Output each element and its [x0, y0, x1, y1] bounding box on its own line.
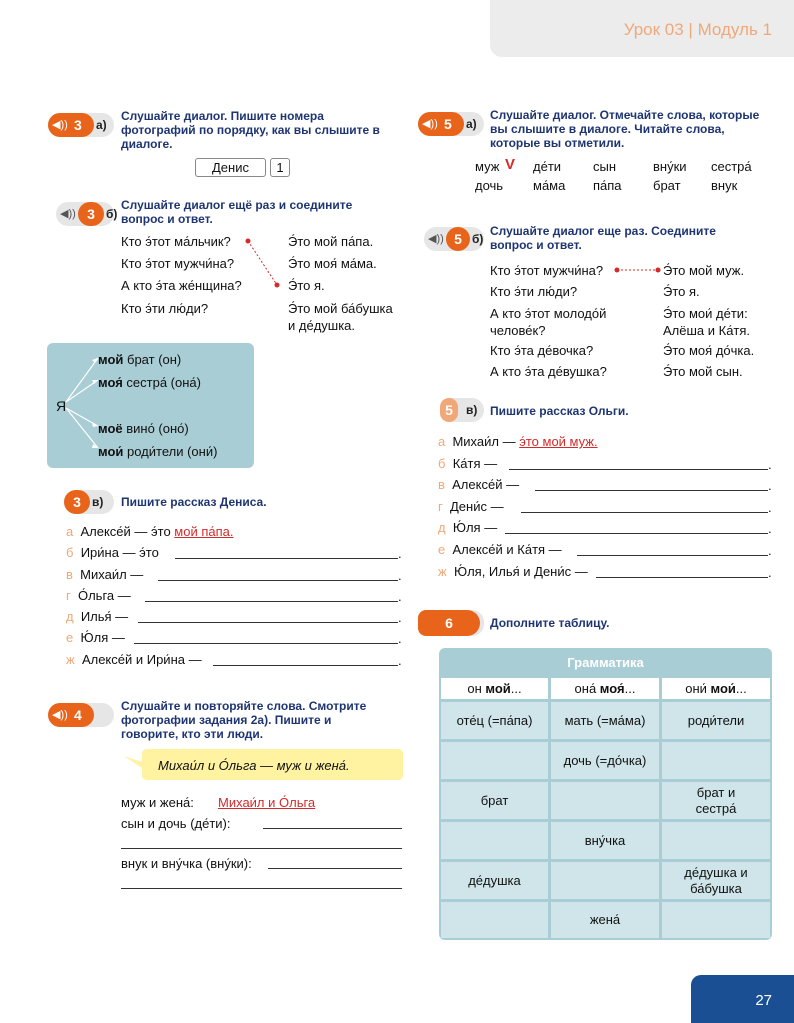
answer-line[interactable] [145, 601, 398, 602]
example-sentence: Михаи́л и О́льга — муж и жена́. [158, 758, 350, 773]
exercise-sub: в) [92, 495, 104, 509]
table-cell[interactable] [551, 862, 659, 899]
exercise-sub: б) [106, 207, 118, 221]
answer: Э́то мой па́па. [288, 234, 374, 249]
exercise-5b-instruction: Слушайте диалог еще раз. Соедините вопрос и ответ. [490, 224, 716, 252]
word-pair-label: сын и дочь (де́ти): [121, 816, 231, 831]
exercise-5v-instruction: Пишите рассказ Ольги. [490, 404, 629, 418]
exercise-item: е Ю́ля — [66, 630, 125, 645]
table-cell[interactable] [662, 822, 770, 859]
question: Кто э́та де́вочка? [490, 343, 594, 358]
exercise-sub: а) [466, 117, 477, 131]
exercise-sub: б) [472, 232, 484, 246]
exercise-item: ж Ю́ля, Илья́ и Дени́с — [438, 564, 588, 579]
exercise-sub: в) [466, 403, 478, 417]
answer-line[interactable] [158, 580, 398, 581]
word-pair-label: муж и жена́: [121, 795, 194, 810]
answer-line[interactable] [509, 469, 768, 470]
word: сын [593, 159, 617, 174]
exercise-5b-badge [424, 227, 484, 251]
exercise-item: в Алексе́й — [438, 477, 520, 492]
question: Кто э́ти лю́ди? [490, 284, 578, 299]
exercise-number: 5 [440, 398, 458, 422]
question: А кто э́тот молодо́й челове́к? [490, 306, 607, 338]
column-header: они́ мои́ ... [662, 678, 770, 699]
possessive-row: мой брат (он) [98, 352, 182, 367]
pronoun-label: Я [56, 398, 67, 414]
answer-line[interactable] [138, 622, 398, 623]
exercise-6-instruction: Дополните таблицу. [490, 616, 610, 630]
table-cell[interactable] [441, 742, 548, 779]
word: сестра́ [711, 159, 752, 174]
table-cell[interactable]: дочь (=до́чка) [551, 742, 659, 779]
table-cell[interactable]: мать (=ма́ма) [551, 702, 659, 739]
table-cell[interactable]: брат и сестра́ [662, 782, 770, 819]
question: А кто э́та де́вушка? [490, 364, 607, 379]
exercise-3a-instruction: Слушайте диалог. Пишите номера фотографий по порядку, как вы слышите в диалоге. [121, 109, 380, 151]
answer-line[interactable] [134, 643, 398, 644]
word-pair-label: внук и вну́чка (вну́ки): [121, 856, 252, 871]
question: Кто э́ти лю́ди? [121, 301, 209, 316]
answer: Э́то моя́ до́чка. [663, 343, 755, 358]
table-cell[interactable]: брат [441, 782, 548, 819]
answer-line[interactable] [121, 888, 402, 889]
word: па́па [593, 178, 622, 193]
table-cell[interactable]: вну́чка [551, 822, 659, 859]
exercise-item: б Ири́на — э́то [66, 545, 159, 560]
table-cell[interactable]: де́душка [441, 862, 548, 899]
table-cell[interactable] [662, 742, 770, 779]
possessive-row: мои́ роди́тели (они́) [98, 444, 218, 459]
exercise-item: г О́льга — [66, 588, 131, 603]
exercise-3a-badge [48, 113, 114, 137]
answer-line[interactable] [121, 848, 402, 849]
answer: Э́то мои́ де́ти: Алёша и Ка́тя. [663, 306, 751, 338]
audio-icon: ◀)) [428, 233, 444, 245]
exercise-5a-instruction: Слушайте диалог. Отмечайте слова, которые вы слышите в диалоге. Читайте слова, которые вы отметили. [490, 108, 760, 150]
exercise-item: ж Алексе́й и Ири́на — [66, 652, 202, 667]
answer: Э́то я. [288, 278, 325, 293]
audio-icon: ◀)) [422, 118, 438, 130]
word: дочь [475, 178, 504, 193]
word: брат [653, 178, 681, 193]
answer-line[interactable] [521, 512, 768, 513]
exercise-number: 4 [48, 703, 94, 727]
exercise-number: 5 [446, 227, 470, 251]
exercise-item: б Ка́тя — [438, 456, 498, 471]
answer-line[interactable] [213, 665, 398, 666]
header-tab [490, 0, 794, 57]
answer: Э́то мой ба́бушка и де́душка. [288, 301, 393, 333]
column-header: он мой ... [441, 678, 548, 699]
match-line [240, 236, 280, 290]
answer-line[interactable] [577, 555, 768, 556]
exercise-number: 5 [418, 112, 464, 136]
table-cell[interactable] [662, 902, 770, 938]
exercise-3v-badge [64, 490, 114, 514]
exercise-item: д Илья́ — [66, 609, 129, 624]
exercise-item: в Михаи́л — [66, 567, 144, 582]
possessive-row: моё вино́ (оно́) [98, 421, 189, 436]
example-name-tag: Денис [195, 158, 266, 177]
table-cell[interactable]: де́душка и ба́бушка [662, 862, 770, 899]
exercise-item: а Алексе́й — э́то мой па́па. [66, 524, 234, 539]
exercise-number: 3 [48, 113, 94, 137]
table-cell[interactable] [441, 822, 548, 859]
table-cell[interactable]: жена́ [551, 902, 659, 938]
word: вну́ки [653, 159, 687, 174]
lesson-title: Урок 03 | Модуль 1 [623, 20, 772, 39]
answer-line[interactable] [596, 577, 768, 578]
exercise-number: 3 [78, 202, 104, 226]
table-title: Грамматика [567, 655, 644, 670]
match-line [612, 265, 662, 275]
answer-line[interactable] [505, 533, 768, 534]
answer: Э́то мой сын. [663, 364, 743, 379]
exercise-4-instruction: Слушайте и повторяйте слова. Смотрите фотографии задания 2а). Пишите и говорите, кто эти люди. [121, 699, 367, 741]
word: муж [475, 159, 500, 174]
question: Кто э́тот мужчи́на? [490, 263, 604, 278]
audio-icon: ◀)) [52, 119, 68, 131]
exercise-4-badge [48, 703, 114, 727]
word: де́ти [533, 159, 562, 174]
answer-line[interactable] [263, 828, 402, 829]
exercise-5a-badge [418, 112, 484, 136]
answer: Э́то мой муж. [663, 263, 745, 278]
possessive-row: моя́ сестра́ (она́) [98, 375, 201, 390]
audio-icon: ◀)) [60, 208, 76, 220]
checkmark-icon: V [505, 156, 516, 173]
word: ма́ма [533, 178, 566, 193]
exercise-item: г Дени́с — [438, 499, 504, 514]
exercise-item: а Михаи́л — э́то мой муж. [438, 434, 598, 449]
answer-line[interactable] [175, 558, 398, 559]
answer-line[interactable] [535, 490, 768, 491]
table-cell[interactable]: роди́тели [662, 702, 770, 739]
column-header: она́ моя́ ... [551, 678, 659, 699]
exercise-number: 6 [418, 610, 480, 636]
exercise-6-badge [418, 610, 484, 636]
question: Кто э́тот мужчи́на? [121, 256, 235, 271]
example-number-tag: 1 [270, 158, 290, 177]
exercise-number: 3 [64, 490, 90, 514]
exercise-item: е Алексе́й и Ка́тя — [438, 542, 562, 557]
question: Кто э́тот ма́льчик? [121, 234, 231, 249]
exercise-3b-badge [56, 202, 118, 226]
word-pair-answer: Михаи́л и О́льга [218, 795, 316, 810]
table-cell[interactable] [441, 902, 548, 938]
exercise-sub: а) [96, 118, 107, 132]
exercise-3v-instruction: Пишите рассказ Дениса. [121, 495, 267, 509]
table-cell[interactable] [551, 782, 659, 819]
arrows [64, 352, 104, 456]
answer: Э́то моя́ ма́ма. [288, 256, 377, 271]
answer: Э́то я. [663, 284, 700, 299]
exercise-5v-badge [440, 398, 484, 422]
answer-line[interactable] [268, 868, 402, 869]
exercise-3b-instruction: Слушайте диалог ещё раз и соедините вопрос и ответ. [121, 198, 353, 226]
exercise-item: д Ю́ля — [438, 520, 498, 535]
question: А кто э́та же́нщина? [121, 278, 242, 293]
word: внук [711, 178, 738, 193]
table-cell[interactable]: оте́ц (=па́па) [441, 702, 548, 739]
audio-icon: ◀)) [52, 709, 68, 721]
page-number: 27 [755, 992, 772, 1009]
page-number-tab [691, 975, 794, 1023]
